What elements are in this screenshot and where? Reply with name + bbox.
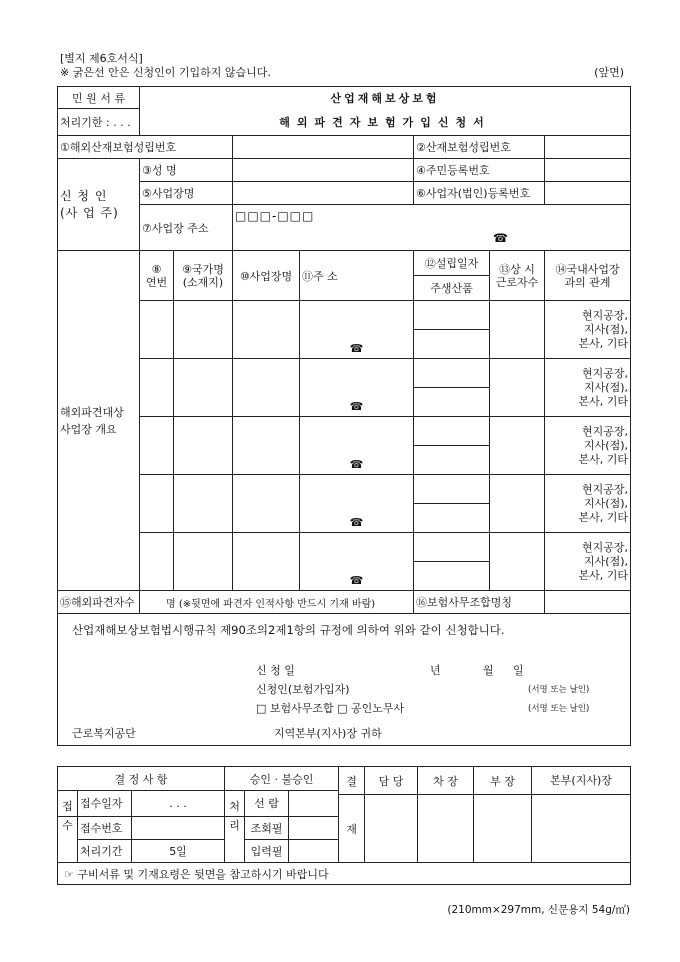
- address-cell[interactable]: [300, 417, 414, 475]
- relation-cell: 현지공장, 지사(점), 본사, 기타: [545, 301, 631, 359]
- application-form: [57, 86, 631, 746]
- postcode-boxes: □□□-□□□: [235, 209, 315, 223]
- insurance-no-field[interactable]: [545, 136, 631, 159]
- country-cell[interactable]: [174, 475, 233, 533]
- overview-section-label: 해외파견대상 사업장 개요: [58, 251, 140, 591]
- label-dispatch-count: ⑮해외파견자수: [58, 591, 140, 614]
- product-cell[interactable]: [414, 388, 490, 417]
- country-cell[interactable]: [174, 301, 233, 359]
- inquiry-label: 조회필: [245, 817, 289, 840]
- phone-icon: ☎: [349, 516, 364, 529]
- relation-cell: 현지공장, 지사(점), 본사, 기타: [545, 417, 631, 475]
- receipt-date-label: 접수일자: [78, 791, 132, 817]
- site-name-cell[interactable]: [233, 301, 300, 359]
- phone-icon: ☎: [349, 342, 364, 355]
- declaration-text: 산업재해보상보험법시행규칙 제90조의2제1항의 규정에 의하여 위와 같이 신청합니다.: [72, 623, 505, 637]
- approval-mark-top: 결: [339, 767, 365, 795]
- process-period-label: 처리기간: [78, 840, 132, 863]
- day-label: 일: [513, 664, 524, 677]
- decision-table: [57, 766, 631, 885]
- form-subtitle: 산업재해보상보험: [140, 87, 631, 109]
- input-field[interactable]: [289, 840, 339, 863]
- civil-doc-label: 민 원 서 류: [58, 87, 140, 109]
- col-address: ⑪주 소: [300, 251, 414, 301]
- label-resident-no: ④주민등록번호: [414, 159, 545, 182]
- process-mark-top: 처: [225, 791, 245, 817]
- approval-mark-bottom: 재: [339, 795, 365, 863]
- form-number: [별지 제6호서식]: [60, 52, 143, 65]
- workers-cell[interactable]: [490, 475, 545, 533]
- address-cell[interactable]: [300, 359, 414, 417]
- receipt-date-value[interactable]: . . .: [132, 791, 225, 817]
- paper-spec: (210mm×297mm, 신문용지 54g/㎡): [447, 904, 630, 916]
- phone-icon: ☎: [349, 458, 364, 471]
- approval-header: 승인 · 불승인: [225, 767, 339, 791]
- process-period-value: 5일: [132, 840, 225, 863]
- relation-cell: 현지공장, 지사(점), 본사, 기타: [545, 475, 631, 533]
- agency-name-field[interactable]: [545, 591, 631, 614]
- col-country: ⑨국가명 (소재지): [174, 251, 233, 301]
- phone-icon: ☎: [349, 400, 364, 413]
- sign-deputy-box[interactable]: [418, 795, 474, 863]
- phone-icon: ☎: [493, 231, 508, 245]
- product-cell[interactable]: [414, 504, 490, 533]
- workers-cell[interactable]: [490, 359, 545, 417]
- address-cell[interactable]: [300, 475, 414, 533]
- receipt-no-label: 접수번호: [78, 817, 132, 840]
- agency-checkboxes[interactable]: □ 보험사무조합 □ 공인노무사: [256, 702, 405, 715]
- workers-cell[interactable]: [490, 417, 545, 475]
- signer-deputy: 차 장: [418, 767, 474, 795]
- phone-icon: ☎: [349, 574, 364, 587]
- declaration-block: [58, 614, 631, 746]
- label-overseas-insurance-no: ①해외산재보험성립번호: [58, 136, 233, 159]
- label-business-reg-no: ⑥사업자(법인)등록번호: [414, 182, 545, 205]
- business-name-field[interactable]: [233, 182, 414, 205]
- country-cell[interactable]: [174, 533, 233, 591]
- process-mark-bottom: 리: [225, 817, 245, 863]
- sign-director-box[interactable]: [474, 795, 532, 863]
- relation-cell: 현지공장, 지사(점), 본사, 기타: [545, 533, 631, 591]
- dispatch-count-field[interactable]: [140, 591, 414, 614]
- established-cell[interactable]: [414, 417, 490, 446]
- address-cell[interactable]: [300, 301, 414, 359]
- date-label: 신 청 일: [256, 664, 295, 677]
- col-site-name: ⑩사업장명: [233, 251, 300, 301]
- input-label: 입력필: [245, 840, 289, 863]
- col-relation: ⑭국내사업장 과의 관계: [545, 251, 631, 301]
- sign-note-1: (서명 또는 날인): [528, 685, 590, 695]
- line-review-label: 선 람: [245, 791, 289, 817]
- applicant-insured: 신청인(보험가입자): [256, 683, 350, 696]
- product-cell[interactable]: [414, 330, 490, 359]
- page-side: (앞면): [594, 66, 624, 79]
- deadline-label: 처리기한 : . . .: [58, 109, 140, 136]
- established-cell[interactable]: [414, 301, 490, 330]
- country-cell[interactable]: [174, 417, 233, 475]
- workers-cell[interactable]: [490, 301, 545, 359]
- site-name-cell[interactable]: [233, 359, 300, 417]
- serial-cell[interactable]: [140, 417, 174, 475]
- resident-no-field[interactable]: [545, 159, 631, 182]
- col-product: 주생산품: [414, 276, 490, 301]
- overseas-insurance-no-field[interactable]: [233, 136, 414, 159]
- relation-cell: 현지공장, 지사(점), 본사, 기타: [545, 359, 631, 417]
- site-name-cell[interactable]: [233, 533, 300, 591]
- site-name-cell[interactable]: [233, 475, 300, 533]
- serial-cell[interactable]: [140, 475, 174, 533]
- signer-branch-head: 본부(지사)장: [532, 767, 631, 795]
- sign-branch-head-box[interactable]: [532, 795, 631, 863]
- decision-header: 결 정 사 항: [58, 767, 225, 791]
- col-serial: ⑧ 연번: [140, 251, 174, 301]
- sign-note-2: (서명 또는 날인): [528, 704, 590, 714]
- label-agency-name: ⑯보험사무조합명칭: [414, 591, 545, 614]
- label-name: ③성 명: [140, 159, 233, 182]
- month-label: 월: [483, 664, 494, 677]
- site-name-cell[interactable]: [233, 417, 300, 475]
- signer-director: 부 장: [474, 767, 532, 795]
- receipt-mark-top: 접: [58, 791, 78, 817]
- business-reg-no-field[interactable]: [545, 182, 631, 205]
- sign-staff-box[interactable]: [365, 795, 418, 863]
- form-title: 해외파견자보험가입신청서: [140, 109, 631, 136]
- bold-line-note: ※ 굵은선 안은 신청인이 기입하지 않습니다.: [60, 66, 271, 79]
- receipt-mark-bottom: 수: [58, 817, 78, 863]
- name-field[interactable]: [233, 159, 414, 182]
- business-address-field[interactable]: [233, 205, 631, 251]
- country-cell[interactable]: [174, 359, 233, 417]
- product-cell[interactable]: [414, 562, 490, 591]
- col-established: ⑫설립일자: [414, 251, 490, 276]
- workers-cell[interactable]: [490, 533, 545, 591]
- year-label: 년: [430, 664, 441, 677]
- label-business-name: ⑤사업장명: [140, 182, 233, 205]
- product-cell[interactable]: [414, 446, 490, 475]
- address-cell[interactable]: [300, 533, 414, 591]
- serial-cell[interactable]: [140, 301, 174, 359]
- label-insurance-no: ②산재보험성립번호: [414, 136, 545, 159]
- established-cell[interactable]: [414, 475, 490, 504]
- serial-cell[interactable]: [140, 359, 174, 417]
- inquiry-field[interactable]: [289, 817, 339, 840]
- dispatch-count-note: 명 (※뒷면에 파견자 인적사항 반드시 기재 바람): [166, 598, 376, 610]
- established-cell[interactable]: [414, 359, 490, 388]
- signer-staff: 담 당: [365, 767, 418, 795]
- label-business-address: ⑦사업장 주소: [140, 205, 233, 251]
- recipient: 근로복지공단: [72, 727, 136, 740]
- branch-recipient: 지역본부(지사)장 귀하: [274, 727, 382, 740]
- established-cell[interactable]: [414, 533, 490, 562]
- receipt-no-field[interactable]: [132, 817, 225, 840]
- col-workers: ⑬상 시 근로자수: [490, 251, 545, 301]
- footer-note: ☞ 구비서류 및 기재요령은 뒷면을 참고하시기 바랍니다: [58, 863, 631, 885]
- applicant-label: 신 청 인 (사 업 주): [58, 159, 140, 251]
- line-review-field[interactable]: [289, 791, 339, 817]
- serial-cell[interactable]: [140, 533, 174, 591]
